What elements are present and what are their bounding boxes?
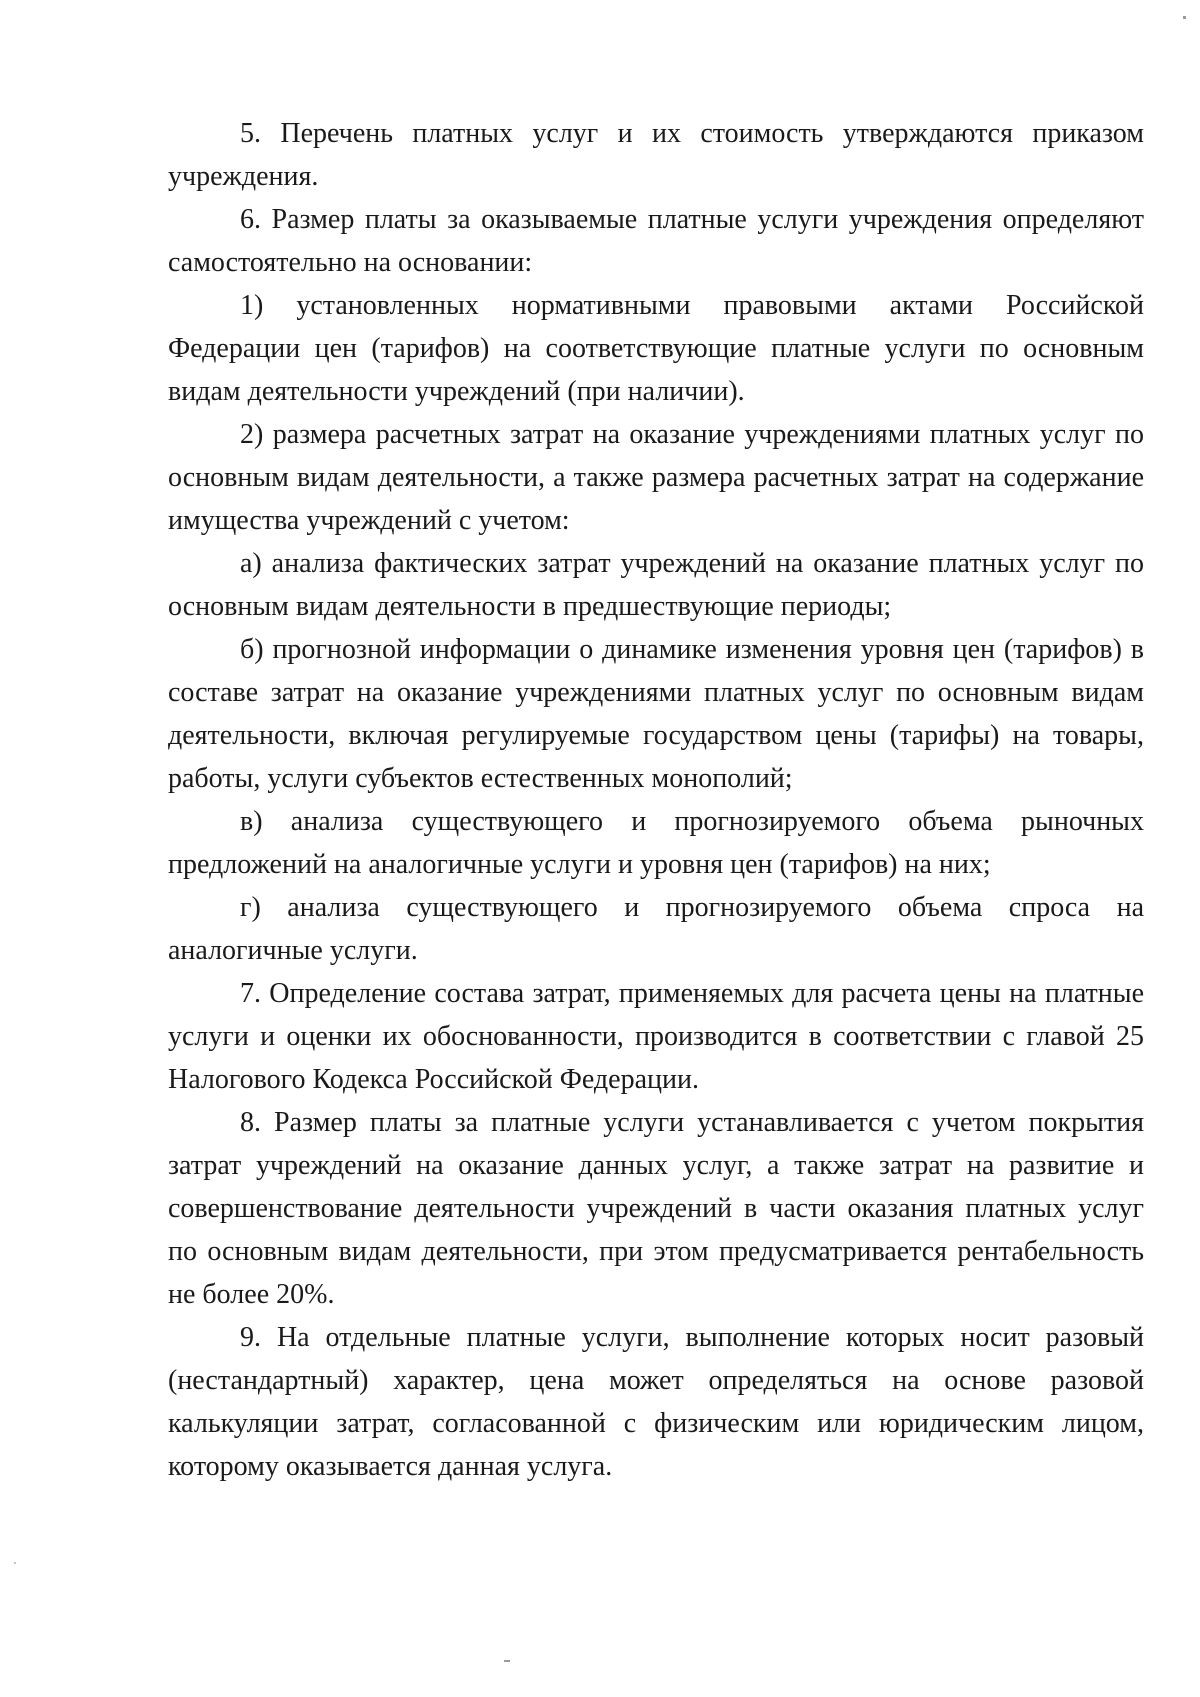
paragraph-6: 6. Размер платы за оказываемые платные услуги учреждения определяют самостоятельно на основании:	[168, 204, 1144, 278]
paragraph-6-item-1: 1) установленных нормативными правовыми актами Российской Федерации цен (тарифов) на соответствующие платные услуги по основным видам деятельности учреждений (при наличии).	[168, 290, 1144, 407]
scan-speck	[504, 1660, 510, 1662]
paragraph-6-item-2: 2) размера расчетных затрат на оказание учреждениями платных услуг по основным видам деятельности, а также размера расчетных затрат на содержание имущества учреждений с учетом:	[168, 419, 1144, 536]
scan-speck	[14, 1562, 16, 1564]
paragraph-6-item-2v: в) анализа существующего и прогнозируемого объема рыночных предложений на аналогичные услуги и уровня цен (тарифов) на них;	[168, 806, 1144, 880]
paragraph-7: 7. Определение состава затрат, применяемых для расчета цены на платные услуги и оценки их обоснованности, производится в соответствии с главой 25 Налогового Кодекса Российской Федерации.	[168, 978, 1144, 1095]
paragraph-6-item-2a: а) анализа фактических затрат учреждений на оказание платных услуг по основным видам деятельности в предшествующие периоды;	[168, 548, 1144, 622]
scan-speck	[1183, 16, 1186, 19]
paragraph-9: 9. На отдельные платные услуги, выполнение которых носит разовый (нестандартный) характер, цена может определяться на основе разовой калькуляции затрат, согласованной с физическим или юридическим лицом, которому оказывается данная услуга.	[168, 1322, 1144, 1482]
paragraph-6-item-2g: г) анализа существующего и прогнозируемого объема спроса на аналогичные услуги.	[168, 892, 1144, 966]
paragraph-5: 5. Перечень платных услуг и их стоимость утверждаются приказом учреждения.	[168, 118, 1144, 192]
paragraph-8: 8. Размер платы за платные услуги устанавливается с учетом покрытия затрат учреждений на оказание данных услуг, а также затрат на развитие и совершенствование деятельности учреждений в части оказания платных услуг по основным видам деятельности, при этом предусматривается рентабельность не более 20%.	[168, 1107, 1144, 1310]
paragraph-6-item-2b: б) прогнозной информации о динамике изменения уровня цен (тарифов) в составе затрат на оказание учреждениями платных услуг по основным видам деятельности, включая регулируемые государством цены (тарифы) на товары, работы, услуги субъектов естественных монополий;	[168, 634, 1144, 794]
document-body	[168, 112, 1144, 1488]
